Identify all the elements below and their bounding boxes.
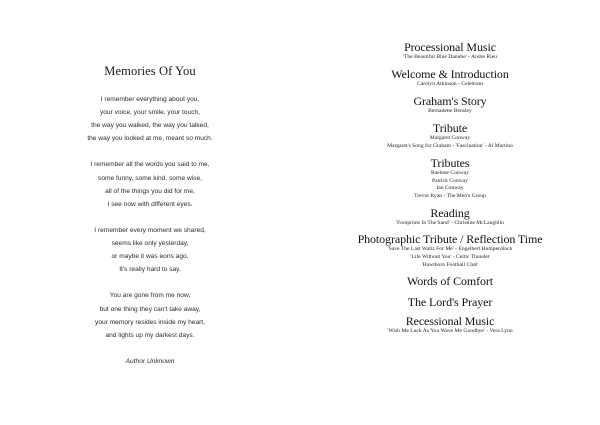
poem-line: and lights up my darkest days. [105, 331, 195, 339]
poem-stanza [0, 158, 300, 210]
program-item-title: The Lord's Prayer [407, 295, 493, 310]
poem-stanza [0, 93, 300, 145]
program-item-title: Recessional Music [405, 314, 495, 329]
poem-line: your memory resides inside my heart, [95, 318, 205, 326]
poem-line: the way you looked at me, meant so much. [87, 135, 213, 143]
poem-stanza [0, 289, 300, 341]
program-item-detail: 'Life Without You' - Celtic Thunder [410, 254, 490, 261]
program-item-detail: 'The Beautiful Blue Danube' - Andre Rieu [403, 54, 497, 60]
poem-line: I remember every moment we shared, [94, 226, 206, 234]
poem-line: or maybe it was eons ago, [111, 253, 189, 261]
program-item-title: Reading [430, 205, 470, 220]
poem-body [0, 93, 300, 368]
program-item [300, 121, 600, 150]
program-item-detail: Raelene Conway [430, 169, 470, 176]
program-item-detail: Ian Conway [436, 185, 464, 192]
program-item-detail: Carolyn Atkinson - Celebrant [416, 81, 484, 88]
program-item-detail: 'Hawthorn Football Club' [421, 261, 479, 268]
program-item-title: Processional Music [404, 40, 496, 54]
program-item [300, 94, 600, 116]
program-item-detail: Patrick Conway [432, 177, 468, 184]
poem-line: the way you walked, the way you talked, [91, 122, 209, 130]
poem-line: your voice, your smile, your touch, [99, 109, 201, 117]
poem-stanza [0, 224, 300, 276]
program-item-title: Words of Comfort [406, 274, 494, 289]
program-item-detail: Margaret's Song for Graham - 'Fascination' - Al Martino [387, 142, 513, 149]
order-of-service [300, 35, 600, 336]
program-item [300, 206, 600, 228]
program-item [300, 314, 600, 336]
right-page [300, 0, 600, 425]
poem-line: some funny, some kind, some wise, [98, 174, 202, 182]
poem-line: all of the things you did for me, [105, 187, 195, 195]
program-item [300, 232, 600, 269]
poem-line: I see now with different eyes. [107, 200, 193, 208]
program-item-detail: 'Save The Last Waltz For Me' - Engelbert Humperdinck [387, 246, 513, 253]
program-item [300, 274, 600, 288]
poem-author: Author Unknown [125, 357, 175, 365]
program-item-title: Photographic Tribute / Reflection Time [357, 232, 543, 247]
program-item [300, 40, 600, 62]
program-item-detail: Bernadette Bensley [428, 108, 472, 115]
program-item-detail: 'Wish Me Luck As You Wave Me Goodbye' - Vera Lynn [387, 328, 513, 335]
poem-title: Memories Of You [104, 64, 196, 78]
program-item-detail: 'Footprints In The Sand' - Christine McLaughlin [396, 219, 504, 226]
program-item-detail: Trevor Ryan - The Men's Group [414, 192, 486, 199]
poem-line: I remember all the words you said to me, [90, 161, 210, 169]
program-item-title: Tributes [430, 155, 470, 170]
program-item [300, 156, 600, 200]
program-item-detail: Margaret Conway [429, 135, 471, 142]
program-item-title: Tribute [432, 121, 468, 136]
poem-line: It's really hard to say. [119, 266, 181, 274]
poem-line: seems like only yesterday, [111, 240, 189, 248]
program-item-title: Graham's Story [413, 94, 487, 109]
program-item-title: Welcome & Introduction [391, 67, 509, 82]
poem-line: but one thing they can't take away, [99, 305, 201, 313]
poem-line: I remember everything about you, [100, 96, 200, 103]
program-item [300, 295, 600, 309]
program-item [300, 67, 600, 89]
poem-line: You are gone from me now, [109, 292, 191, 300]
